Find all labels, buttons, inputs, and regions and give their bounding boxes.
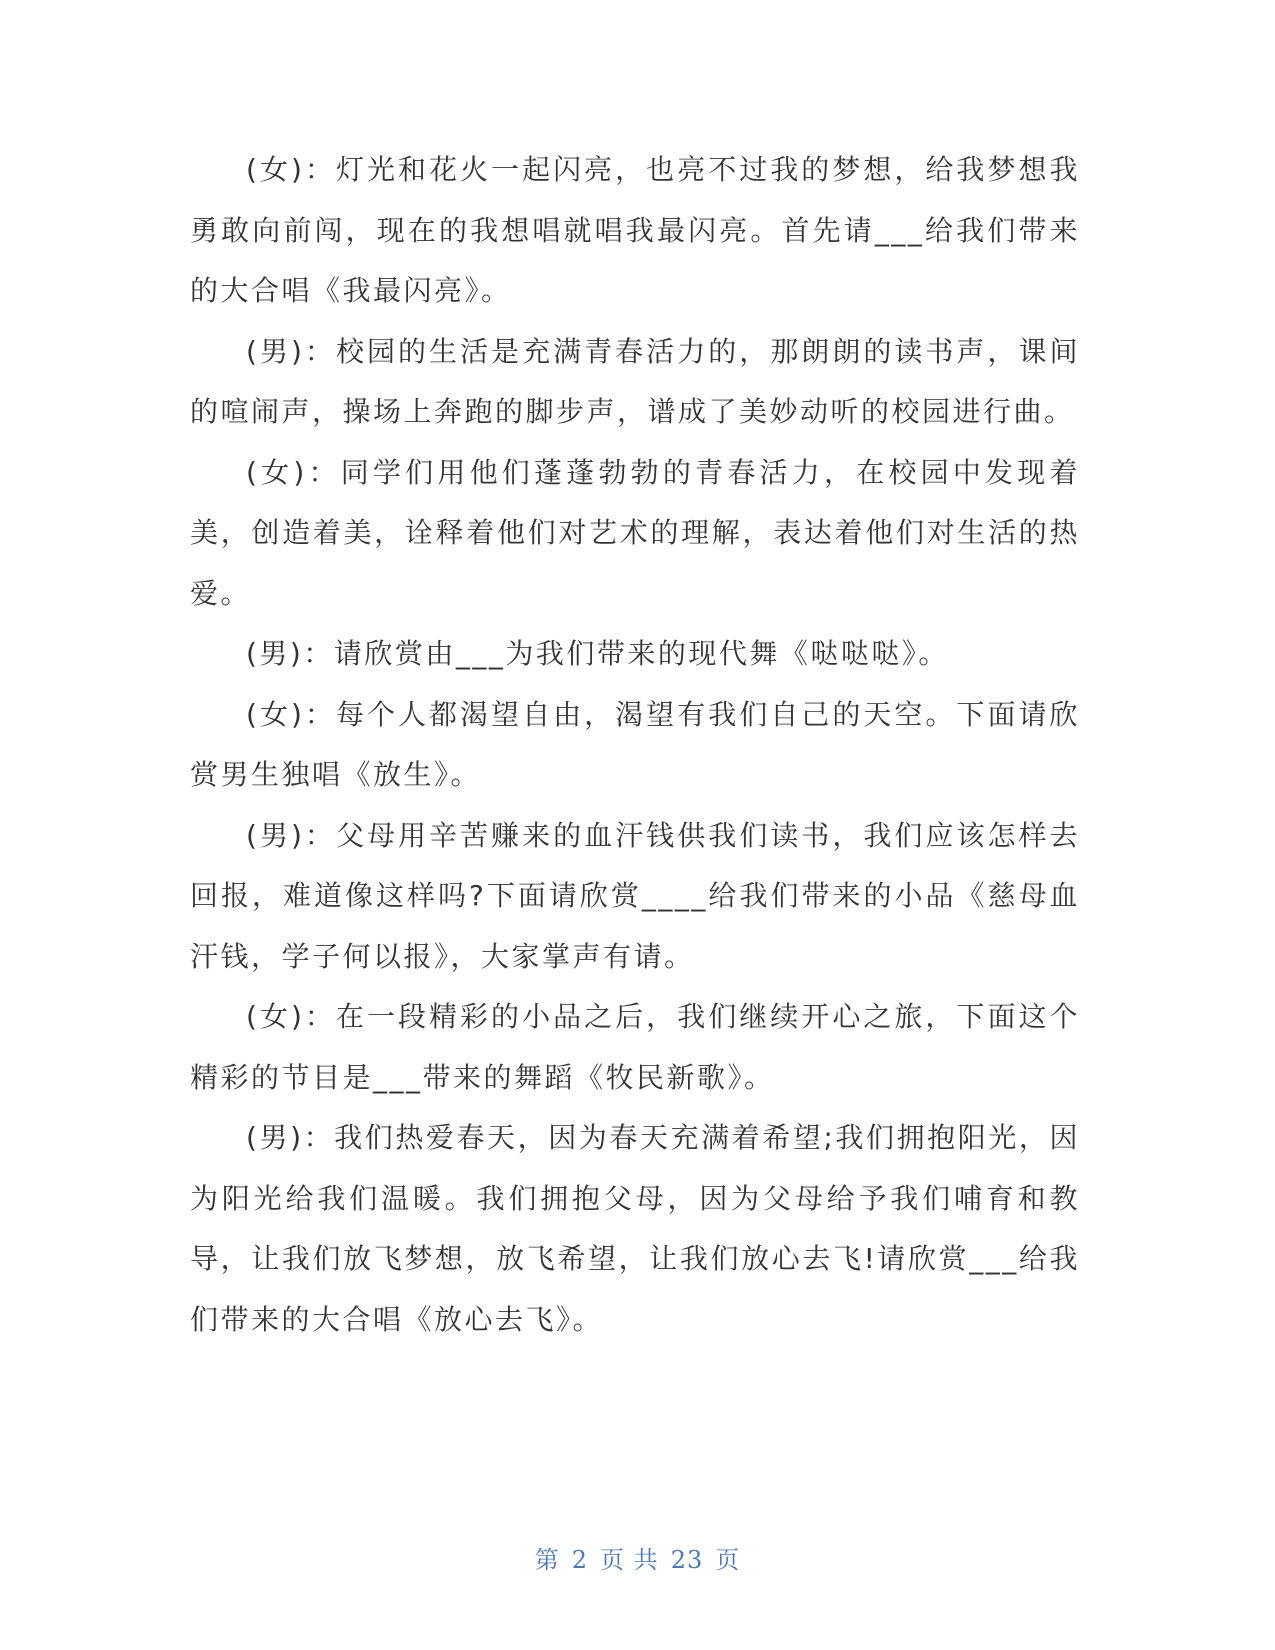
paragraph: (男)：我们热爱春天，因为春天充满着希望;我们拥抱阳光，因为阳光给我们温暖。我们拥抱父母，因为父母给予我们哺育和教导，让我们放飞梦想，放飞希望，让我们放心去飞!请欣赏___给我们带来的大合唱《放心去飞》。 [190, 1121, 1080, 1336]
footer-middle: 页 共 [600, 1546, 659, 1574]
paragraph: (女)：在一段精彩的小品之后，我们继续开心之旅，下面这个精彩的节目是___带来的舞蹈《牧民新歌》。 [190, 1000, 1080, 1094]
paragraph: (女)：同学们用他们蓬蓬勃勃的青春活力，在校园中发现着美，创造着美，诠释着他们对艺术的理解，表达着他们对生活的热爱。 [190, 455, 1080, 610]
footer-suffix: 页 [715, 1546, 741, 1574]
paragraph: (男)：请欣赏由___为我们带来的现代舞《哒哒哒》。 [246, 637, 949, 670]
footer-current-page: 2 [571, 1546, 589, 1574]
footer-total-pages: 23 [670, 1546, 704, 1574]
paragraph: (男)：父母用辛苦赚来的血汗钱供我们读书，我们应该怎样去回报，难道像这样吗?下面请欣赏____给我们带来的小品《慈母血汗钱，学子何以报》，大家掌声有请。 [190, 818, 1080, 973]
paragraph: (女)：每个人都渴望自由，渴望有我们自己的天空。下面请欣赏男生独唱《放生》。 [190, 697, 1080, 791]
page-footer [0, 1540, 1275, 1575]
paragraph: (男)：校园的生活是充满青春活力的，那朗朗的读书声，课间的喧闹声，操场上奔跑的脚步声，谱成了美妙动听的校园进行曲。 [190, 334, 1080, 428]
paragraph: (女)：灯光和花火一起闪亮，也亮不过我的梦想，给我梦想我勇敢向前闯，现在的我想唱就唱我最闪亮。首先请___给我们带来的大合唱《我最闪亮》。 [190, 153, 1080, 307]
footer-prefix: 第 [534, 1546, 560, 1574]
document-body [190, 140, 1080, 1350]
